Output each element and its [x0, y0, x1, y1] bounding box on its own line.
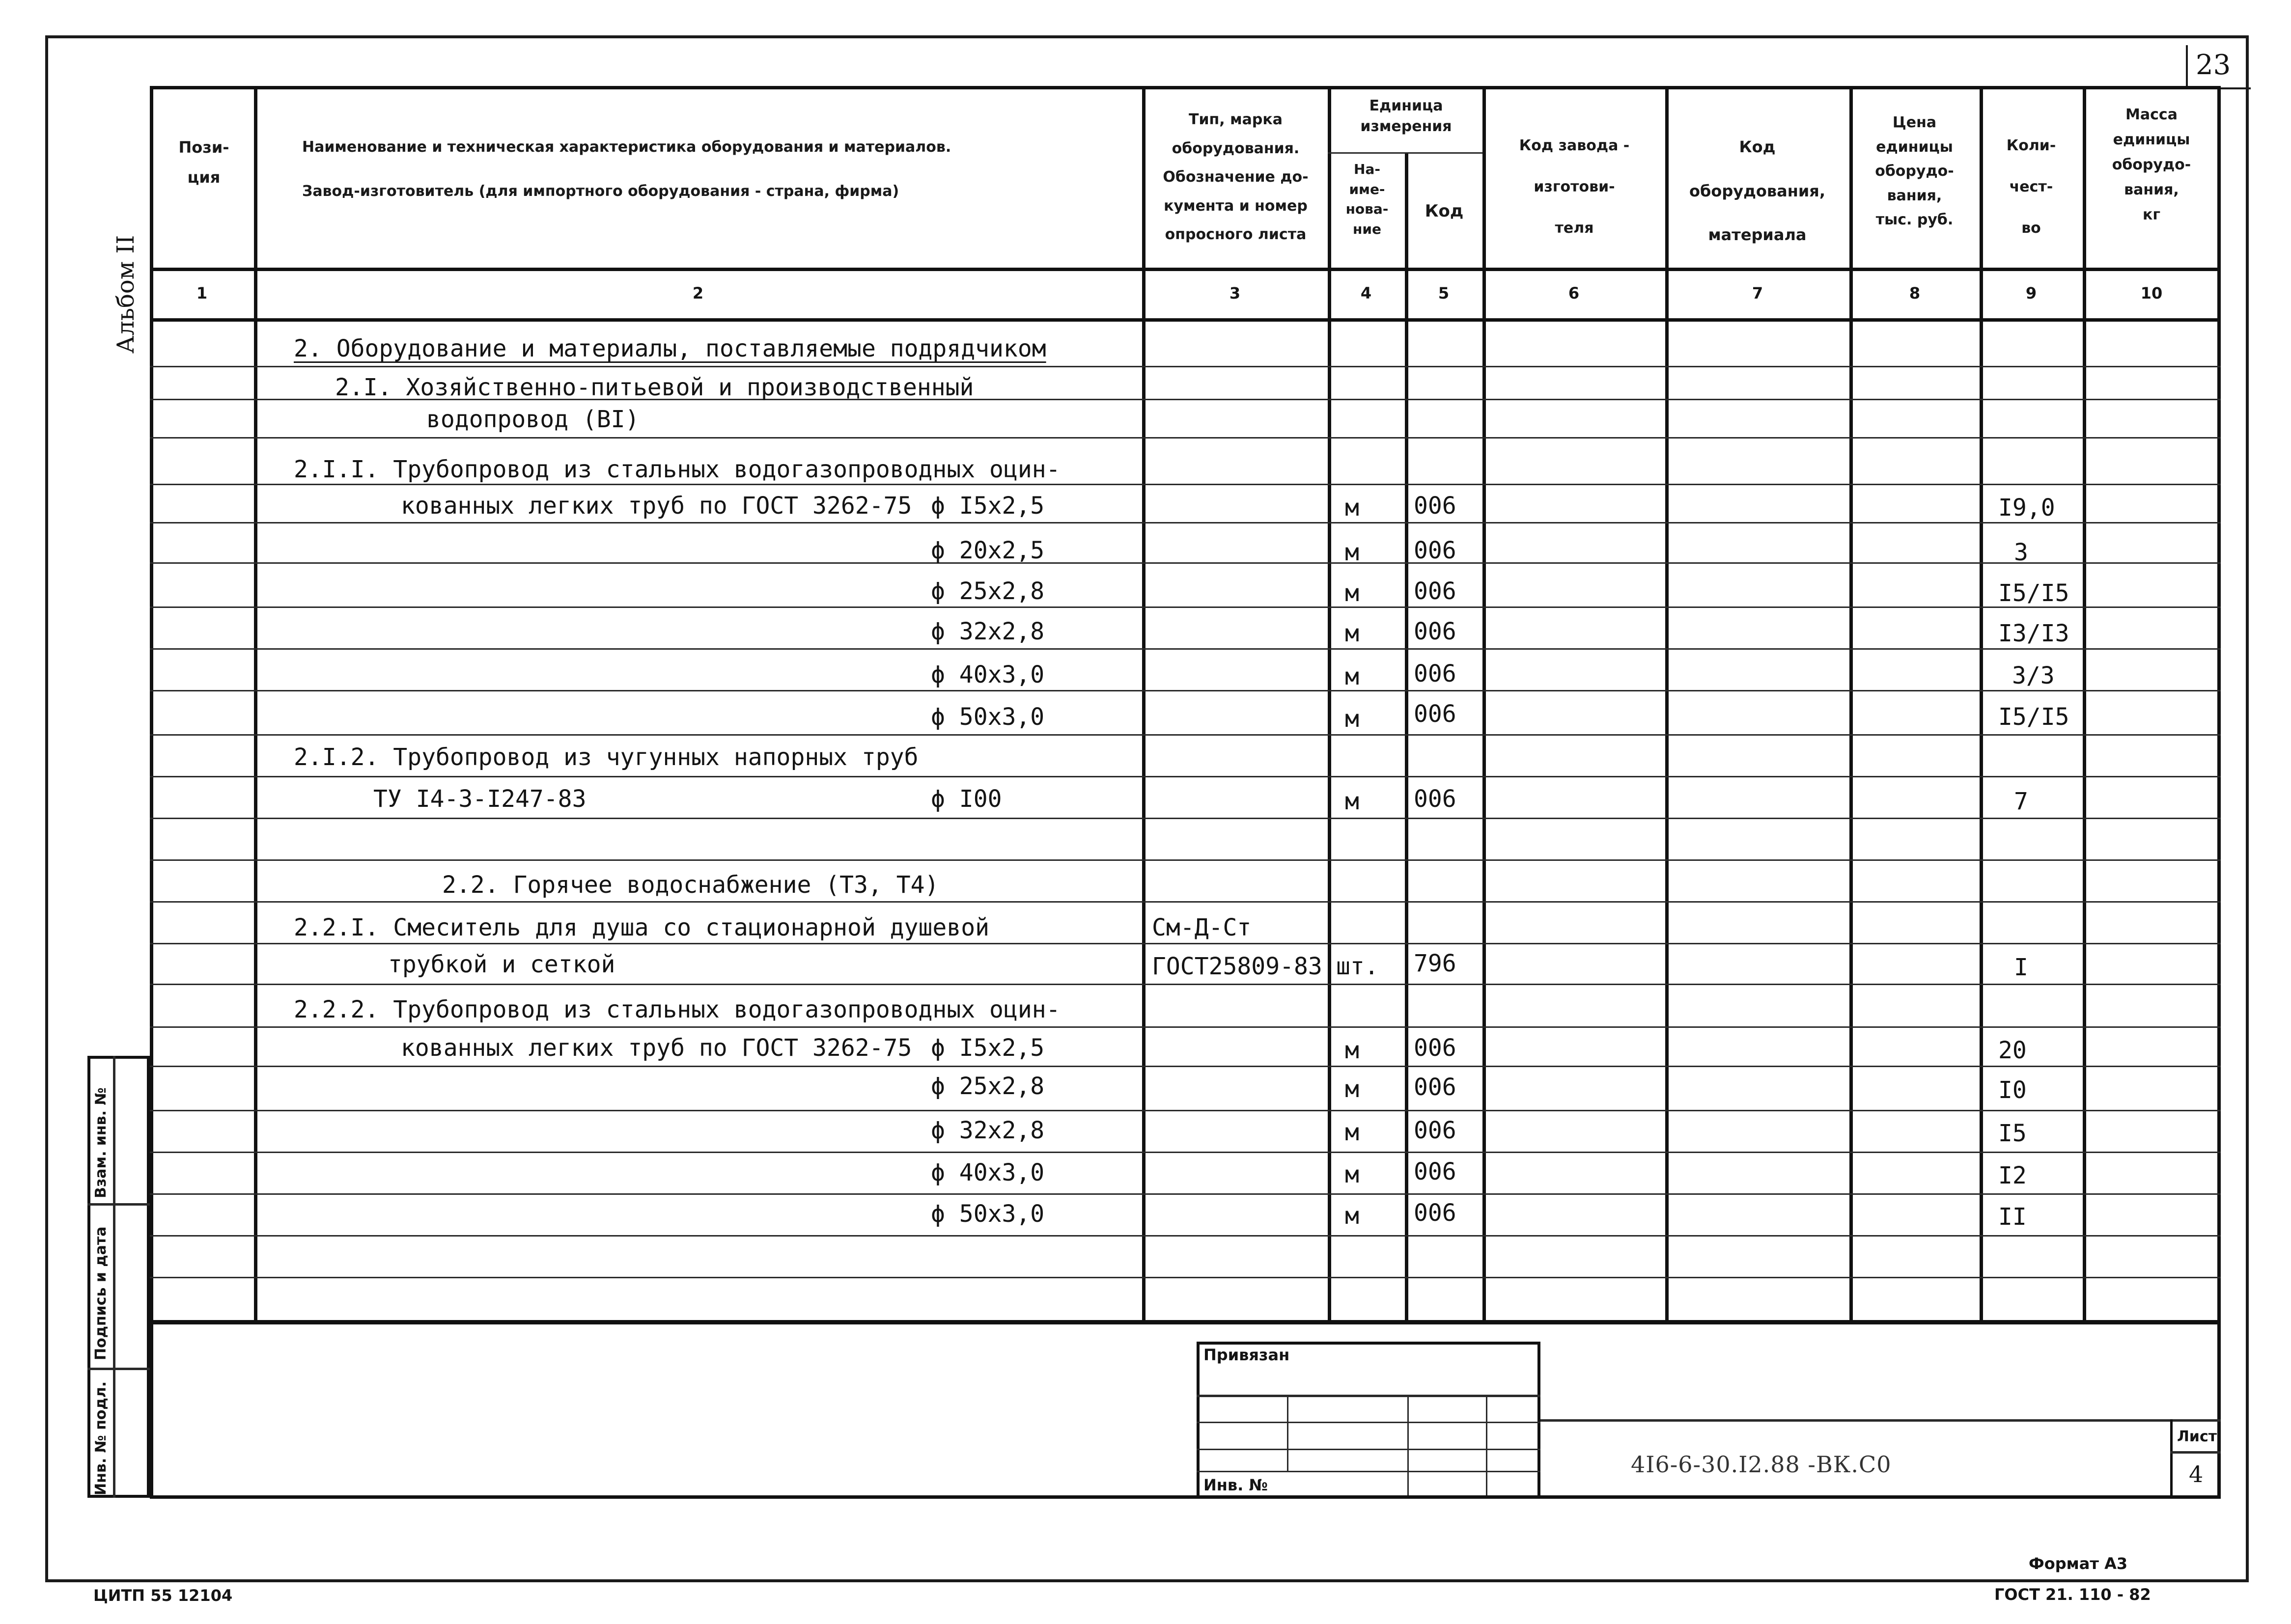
left-label-podpis: Подпись и дата: [92, 1226, 110, 1360]
col-divider-2: [1142, 86, 1146, 1323]
col-divider-1: [254, 86, 257, 1323]
row-5-qty: 3: [2014, 539, 2028, 566]
row-6-code: 006: [1414, 578, 1456, 605]
row-4-qty: I9,0: [1998, 494, 2055, 522]
row-19-qty: I5: [1998, 1120, 2027, 1147]
header-col4: На- име- нова- ние: [1345, 161, 1389, 237]
colnum-10: 10: [2140, 284, 2163, 303]
col-divider-3: [1328, 86, 1331, 1323]
row-2-name: водопровод (BI): [426, 406, 640, 433]
row-16-name: 2.2.2. Трубопровод из стальных водогазопроводных оцин-: [294, 996, 1061, 1023]
row-13-name: 2.2. Горячее водоснабжение (Т3, Т4): [442, 871, 939, 899]
privyazan-h3: [1197, 1449, 1540, 1450]
sheet-label: Лист: [2177, 1428, 2217, 1445]
row-separator: [150, 818, 2221, 819]
footer-left: ЦИТП 55 12104: [93, 1586, 233, 1605]
row-separator: [150, 690, 2221, 691]
privyazan-v3: [1486, 1395, 1487, 1495]
row-9-dia: ϕ 50x3,0: [931, 703, 1045, 731]
row-6-dia: ϕ 25x2,8: [931, 578, 1045, 605]
row-separator: [150, 648, 2221, 650]
row-separator: [150, 1110, 2221, 1111]
row-19-code: 006: [1414, 1117, 1456, 1144]
row-4-code: 006: [1414, 492, 1456, 520]
header-col2: Наименование и техническая характеристика оборудования и материалов. Завод-изготовитель (для импортного оборудования - страна, фирма): [302, 138, 951, 200]
privyazan-h4: [1197, 1471, 1540, 1472]
header-col10: Масса единицы оборудо- вания, кг: [2112, 106, 2191, 223]
row-separator: [150, 522, 2221, 523]
row-5-unit: м: [1345, 539, 1359, 566]
header-col6: Код завода - изготови- теля: [1519, 137, 1630, 237]
row-9-unit: м: [1345, 705, 1359, 733]
docbox-top: [1540, 1419, 2221, 1422]
row-17-dia: ϕ I5x2,5: [931, 1034, 1045, 1062]
row-separator: [150, 1277, 2221, 1278]
row-18-code: 006: [1414, 1073, 1456, 1101]
inv-no-label: Инв. №: [1203, 1476, 1268, 1494]
row-separator: [150, 366, 2221, 367]
row-6-unit: м: [1345, 579, 1359, 607]
row-separator: [150, 901, 2221, 903]
row-20-dia: ϕ 40x3,0: [931, 1159, 1045, 1186]
row-20-code: 006: [1414, 1158, 1456, 1185]
row-21-qty: II: [1998, 1203, 2027, 1231]
row-4-unit: м: [1345, 494, 1359, 522]
row-11-name: ТУ I4-3-I247-83: [373, 785, 587, 813]
colnum-1: 1: [196, 284, 208, 303]
row-14-name: 2.2.I. Смеситель для душа со стационарной душевой: [294, 914, 990, 941]
row-separator: [150, 1026, 2221, 1028]
footer-gost: ГОСТ 21. 110 - 82: [1994, 1585, 2151, 1604]
row-separator: [150, 1193, 2221, 1195]
sheet-box-divider: [2170, 1451, 2221, 1454]
row-6-qty: I5/I5: [1998, 579, 2069, 607]
row-separator: [150, 776, 2221, 777]
row-8-code: 006: [1414, 660, 1456, 688]
row-5-code: 006: [1414, 537, 1456, 564]
title-block-top: [150, 1321, 2221, 1324]
sheet-number: 4: [2189, 1461, 2204, 1487]
row-7-dia: ϕ 32x2,8: [931, 618, 1045, 645]
row-8-qty: 3/3: [2012, 662, 2055, 689]
row-11-dia: ϕ I00: [931, 785, 1002, 813]
row-17-code: 006: [1414, 1034, 1456, 1062]
row-11-qty: 7: [2014, 788, 2028, 815]
row-19-unit: м: [1345, 1119, 1359, 1146]
row-21-dia: ϕ 50x3,0: [931, 1200, 1045, 1228]
row-15-name: трубкой и сеткой: [388, 951, 615, 978]
header-col8: Цена единицы оборудо- вания, тыс. руб.: [1875, 114, 1954, 228]
header-col45: Единица измерения: [1360, 97, 1452, 135]
header-col3: Тип, марка оборудования. Обозначение до- кумента и номер опросного листа: [1163, 111, 1309, 243]
row-4-dia: ϕ I5x2,5: [931, 492, 1045, 520]
colnum-4: 4: [1360, 284, 1372, 303]
colnum-bottom-line: [150, 318, 2221, 322]
row-separator: [150, 606, 2221, 608]
row-20-qty: I2: [1998, 1162, 2027, 1189]
colnum-6: 6: [1568, 284, 1580, 303]
header-bottom-line: [150, 268, 2221, 271]
left-label-inv-podl: Инв. № подл.: [92, 1381, 110, 1495]
row-1-name: 2.I. Хозяйственно-питьевой и производственный: [335, 374, 974, 401]
row-18-unit: м: [1345, 1075, 1359, 1103]
colnum-5: 5: [1438, 284, 1450, 303]
row-15-qty: I: [2014, 954, 2028, 981]
row-15-unit: шт.: [1336, 953, 1379, 980]
row-20-unit: м: [1345, 1161, 1359, 1188]
col-divider-4: [1405, 152, 1408, 1323]
doc-code: 4I6-6-30.I2.88 -ВК.С0: [1631, 1451, 1892, 1478]
row-17-qty: 20: [1998, 1037, 2027, 1064]
row-8-dia: ϕ 40x3,0: [931, 661, 1045, 688]
row-15-type: ГОСТ25809-83: [1152, 953, 1322, 980]
col-divider-8: [1980, 86, 1983, 1323]
row-separator: [150, 1152, 2221, 1153]
album-label: Альбом II: [112, 235, 140, 354]
privyazan-v2: [1407, 1395, 1409, 1495]
row-9-code: 006: [1414, 700, 1456, 728]
colnum-9: 9: [2025, 284, 2037, 303]
col-divider-7: [1849, 86, 1853, 1323]
privyazan-v1: [1287, 1395, 1288, 1471]
privyazan-h2: [1197, 1422, 1540, 1423]
row-21-code: 006: [1414, 1199, 1456, 1227]
title-block-left: [150, 1321, 153, 1497]
row-11-unit: м: [1345, 788, 1359, 815]
row-18-dia: ϕ 25x2,8: [931, 1073, 1045, 1100]
row-10-name: 2.I.2. Трубопровод из чугунных напорных труб: [294, 743, 919, 771]
col-divider-6: [1665, 86, 1669, 1323]
row-8-unit: м: [1345, 663, 1359, 690]
row-separator: [150, 734, 2221, 736]
row-21-unit: м: [1345, 1202, 1359, 1230]
privyazan-label: Привязан: [1203, 1346, 1290, 1364]
table-frame: [150, 86, 2221, 1323]
left-stamp-vdivider: [113, 1056, 115, 1498]
row-separator: [150, 859, 2221, 861]
left-stamp-h2: [87, 1368, 150, 1370]
row-3-name: 2.I.I. Трубопровод из стальных водогазопроводных оцин-: [294, 456, 1061, 483]
row-4-name: кованных легких труб по ГОСТ 3262-75: [401, 492, 912, 520]
row-9-qty: I5/I5: [1998, 703, 2069, 731]
privyazan-h1: [1197, 1395, 1540, 1397]
colnum-8: 8: [1909, 284, 1921, 303]
colnum-3: 3: [1229, 284, 1241, 303]
row-separator: [150, 943, 2221, 944]
row-17-name: кованных легких труб по ГОСТ 3262-75: [401, 1034, 912, 1062]
left-label-vzam: Взам. инв. №: [92, 1087, 110, 1198]
header-col7: Код оборудования, материала: [1689, 138, 1825, 245]
header-col5: Код: [1425, 201, 1464, 221]
row-18-qty: I0: [1998, 1076, 2027, 1104]
row-separator: [150, 984, 2221, 985]
row-separator: [150, 1066, 2221, 1067]
header-col1: Пози- ция: [178, 138, 229, 187]
unit-header-split: [1328, 152, 1482, 154]
colnum-2: 2: [692, 284, 704, 303]
row-19-dia: ϕ 32x2,8: [931, 1117, 1045, 1144]
row-17-unit: м: [1345, 1037, 1359, 1064]
row-separator: [150, 562, 2221, 564]
footer-format: Формат А3: [2029, 1554, 2128, 1573]
row-11-code: 006: [1414, 785, 1456, 813]
row-7-qty: I3/I3: [1998, 620, 2069, 647]
row-7-code: 006: [1414, 618, 1456, 645]
left-stamp-h1: [87, 1203, 150, 1206]
row-7-unit: м: [1345, 620, 1359, 647]
title-block-bottom: [150, 1495, 2221, 1499]
header-col9: Коли- чест- во: [2006, 137, 2056, 237]
page-number: 23: [2196, 49, 2231, 81]
row-15-code: 796: [1414, 950, 1456, 977]
col-divider-9: [2083, 86, 2086, 1323]
row-0-name: 2. Оборудование и материалы, поставляемые подрядчиком: [294, 335, 1046, 362]
row-5-dia: ϕ 20x2,5: [931, 537, 1045, 564]
row-separator: [150, 1235, 2221, 1237]
colnum-7: 7: [1752, 284, 1763, 303]
col-divider-5: [1482, 86, 1486, 1323]
row-14-type: См-Д-Ст: [1152, 914, 1252, 941]
privyazan-box: [1197, 1342, 1540, 1497]
row-separator: [150, 484, 2221, 485]
row-separator: [150, 437, 2221, 439]
